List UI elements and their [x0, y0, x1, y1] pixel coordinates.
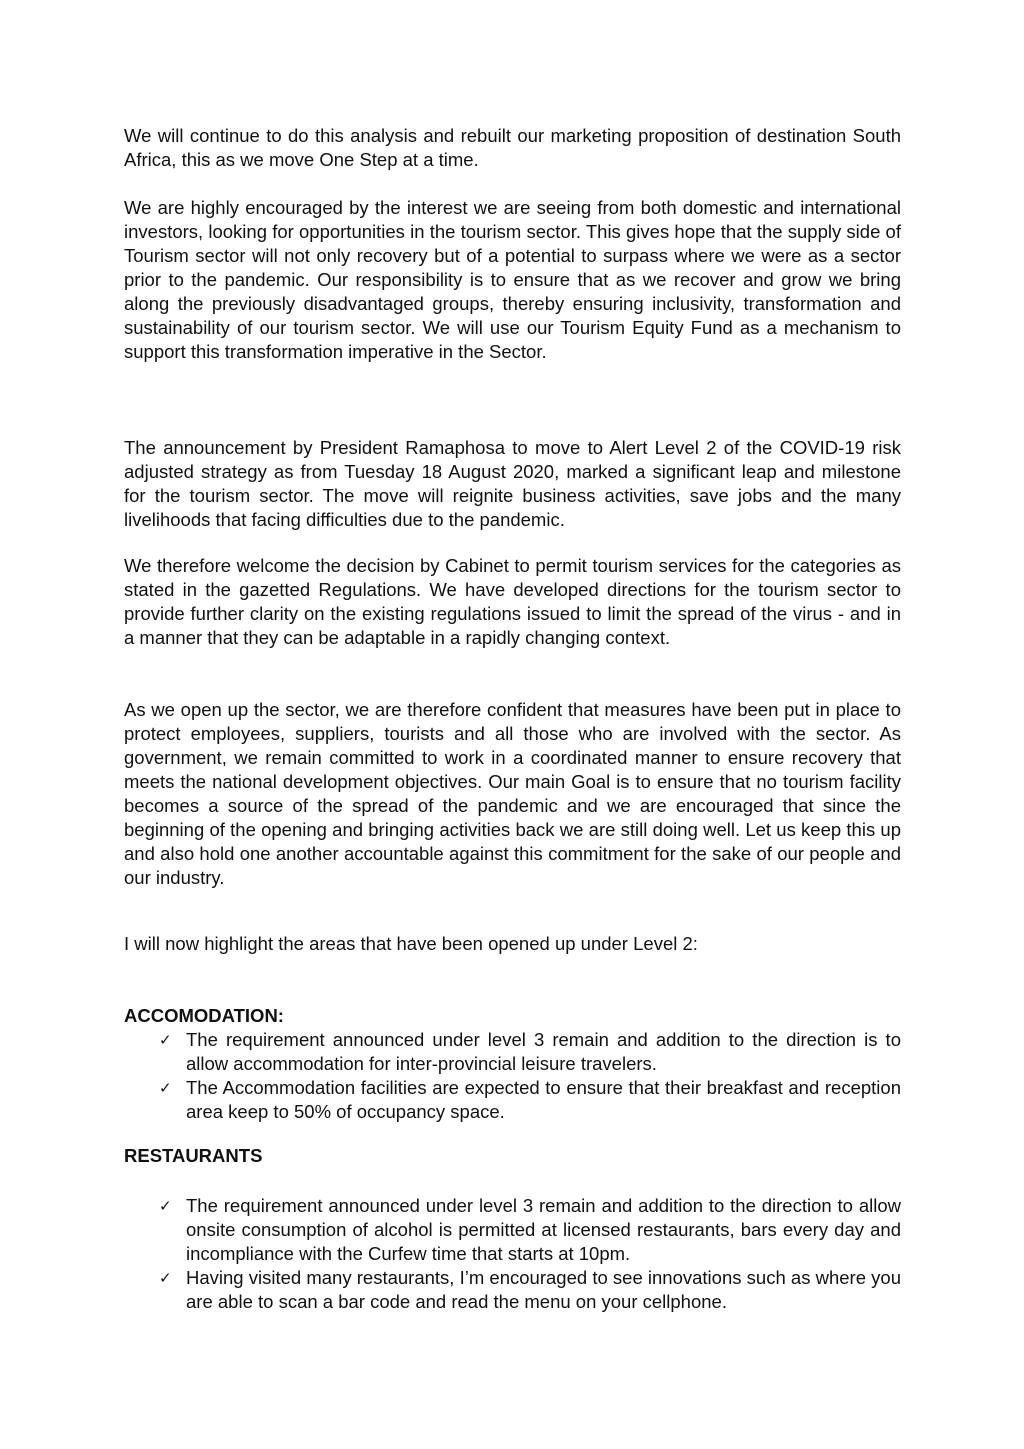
paragraph-announcement: The announcement by President Ramaphosa to move to Alert Level 2 of the COVID-19 risk adjusted strategy as from Tuesday 18 August 2020, marked a significant leap and milestone for the tourism sector. The move will reignite business activities, save jobs and the many livelihoods that facing difficulties due to the pandemic.	[124, 437, 901, 530]
bullet-text: The Accommodation facilities are expected to ensure that their breakfast and reception area keep to 50% of occupancy space.	[186, 1077, 901, 1122]
paragraph-level2-intro: I will now highlight the areas that have been opened up under Level 2:	[124, 933, 698, 954]
heading-restaurants: RESTAURANTS	[124, 1145, 263, 1166]
check-icon: ✓	[159, 1031, 172, 1049]
paragraph-open-sector: As we open up the sector, we are therefore confident that measures have been put in place to protect employees, suppliers, tourists and all those who are involved with the sector. As government, we remain committed to work in a coordinated manner to ensure recovery that meets the national development objectives. Our main Goal is to ensure that no tourism facility becomes a source of the spread of the pandemic and we are encouraged that since the beginning of the opening and bringing activities back we are still doing well. Let us keep this up and also hold one another accountable against this commitment for the sake of our people and our industry.	[124, 699, 901, 888]
restaurants-bullet-1	[159, 1194, 901, 1266]
check-icon: ✓	[159, 1079, 172, 1097]
heading-accommodation: ACCOMODATION:	[124, 1005, 284, 1026]
bullet-text: The requirement announced under level 3 remain and addition to the direction to allow onsite consumption of alcohol is permitted at licensed restaurants, bars every day and incompliance with the Curfew time that starts at 10pm.	[186, 1195, 901, 1264]
restaurants-bullet-2	[159, 1266, 901, 1314]
check-icon: ✓	[159, 1269, 172, 1287]
paragraph-investors: We are highly encouraged by the interest we are seeing from both domestic and international investors, looking for opportunities in the tourism sector. This gives hope that the supply side of Tourism sector will not only recovery but of a potential to surpass where we were as a sector prior to the pandemic. Our responsibility is to ensure that as we recover and grow we bring along the previously disadvantaged groups, thereby ensuring inclusivity, transformation and sustainability of our tourism sector. We will use our Tourism Equity Fund as a mechanism to support this transformation imperative in the Sector.	[124, 197, 901, 362]
bullet-text: Having visited many restaurants, I’m encouraged to see innovations such as where you are able to scan a bar code and read the menu on your cellphone.	[186, 1267, 901, 1312]
paragraph-marketing-analysis: We will continue to do this analysis and rebuilt our marketing proposition of destination South Africa, this as we move One Step at a time.	[124, 125, 901, 170]
bullet-text: The requirement announced under level 3 remain and addition to the direction is to allow accommodation for inter-provincial leisure travelers.	[186, 1029, 901, 1074]
check-icon: ✓	[159, 1197, 172, 1215]
accommodation-bullet-1	[159, 1028, 901, 1076]
accommodation-bullet-2	[159, 1076, 901, 1124]
paragraph-cabinet-decision: We therefore welcome the decision by Cabinet to permit tourism services for the categories as stated in the gazetted Regulations. We have developed directions for the tourism sector to provide further clarity on the existing regulations issued to limit the spread of the virus - and in a manner that they can be adaptable in a rapidly changing context.	[124, 555, 901, 648]
